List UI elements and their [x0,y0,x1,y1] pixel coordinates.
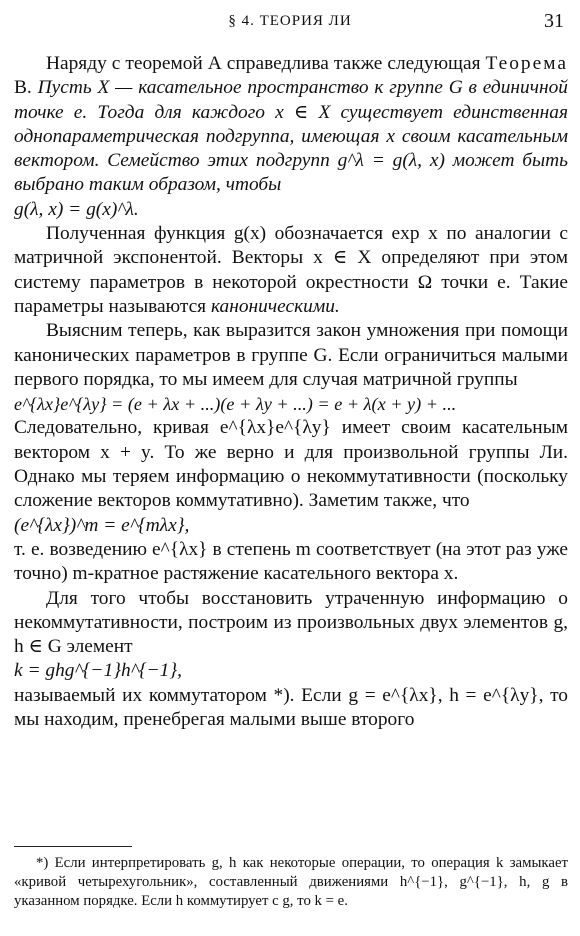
page-number: 31 [544,10,564,32]
theorem-statement: Пусть X — касательное пространство к группе G в единичной точке e. Тогда для каждого x ∈ X существует единственная однопараметрическая подгруппа, имеющая x своим касательным вектором. Семейство этих подгрупп g^λ = g(λ, x) может быть выбрано таким образом, чтобы [14,77,568,196]
paragraph-exp-text: Полученная функция g(x) обозначается exp x по аналогии с матричной экспонентой. Векторы x ∈ X определяют при этом систему параметров в некоторой окрестности Ω точки e. Такие параметры называются [14,223,568,317]
formula-3: (e^{λx})^m = e^{mλx}, [14,514,190,536]
paragraph-tangent: Следовательно, кривая e^{λx}e^{λy} имеет своим касательным вектором x + y. То же верно и для произвольной группы Ли. Однако мы теряем информацию о некоммутативности (поскольку сложение векторов коммутативно). Заметим также, что [14,417,568,512]
paragraph-power: т. е. возведению e^{λx} в степень m соответствует (на этот раз уже точно) m-кратное растяжение касательного вектора x. [14,538,568,585]
section-title: § 4. ТЕОРИЯ ЛИ [228,13,352,29]
paragraph-exp [14,222,568,319]
footnote [14,854,568,911]
footnote-text: *) Если интерпретировать g, h как некоторые операции, то операция k замыкает «кривой четырехугольник», составленный движениями h^{−1}, g^{−1}, h, g в указанном порядке. Если h коммутирует с g, то k = e. [14,855,568,909]
formula-4: k = ghg^{−1}h^{−1}, [14,660,182,682]
term-canonical: каноническими. [210,295,340,317]
footnote-separator [14,846,132,847]
main-text [14,52,568,732]
paragraph-multiplication: Выясним теперь, как выразится закон умножения при помощи канонических параметров в группе G. Если ограничиться малыми первого порядка, то мы имеем для случая матричной группы [14,320,568,390]
paragraph-continued: называемый их коммутатором *). Если g = e^{λx}, h = e^{λy}, то мы находим, пренебрегая малыми выше второго [14,684,568,731]
running-header [0,10,580,34]
paragraph-theorem [14,52,568,198]
theorem-letter: B. [14,77,32,99]
paragraph-commutator: Для того чтобы восстановить утраченную информацию о некоммутативности, построим из произвольных двух элементов g, h ∈ G элемент [14,587,568,658]
theorem-label: Теорема [485,53,568,74]
formula-1: g(λ, x) = g(x)^λ. [14,198,139,220]
formula-2: e^{λx}e^{λy} = (e + λx + ...)(e + λy + ...) = e + λ(x + y) + ... [14,394,457,415]
theorem-intro: Наряду с теоремой А справедлива также следующая [46,53,481,74]
